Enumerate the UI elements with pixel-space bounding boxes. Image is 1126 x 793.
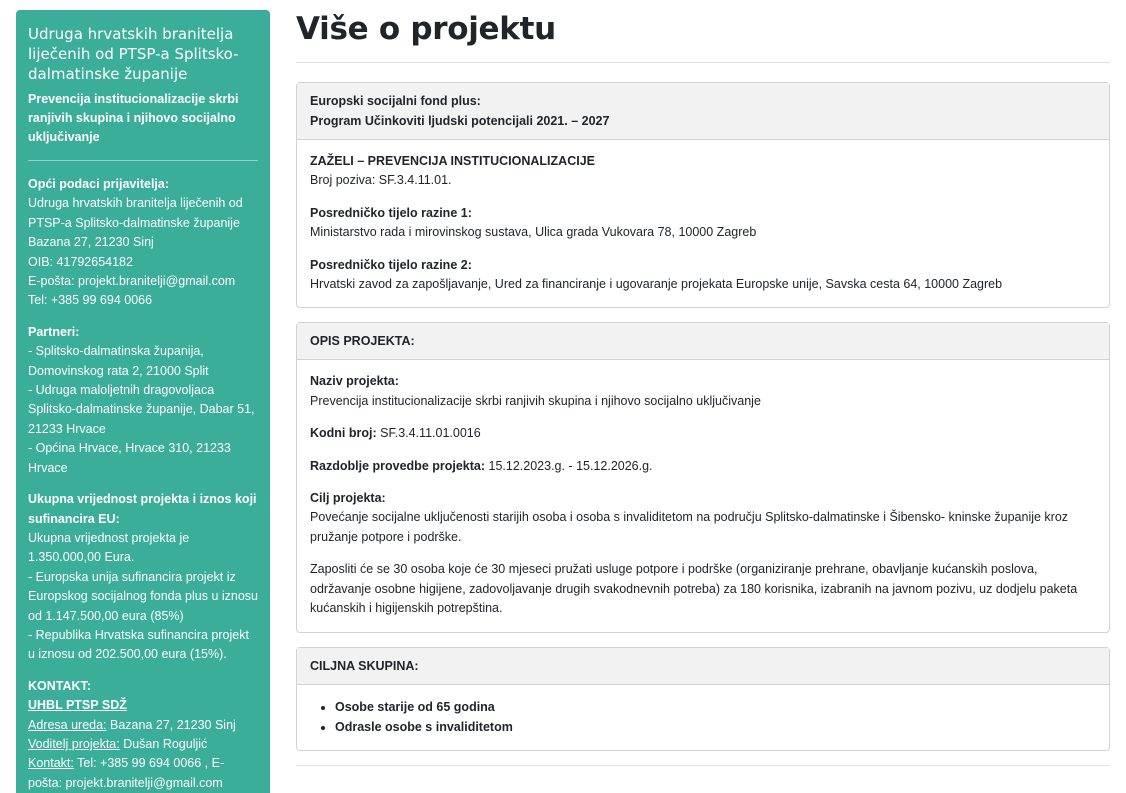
leader-value: Dušan Roguljić [119, 736, 208, 751]
title-divider [296, 62, 1110, 63]
intermediate-body-1-value: Ministarstvo rada i mirovinskog sustava, Ulica grada Vukovara 78, 10000 Zagreb [310, 225, 757, 240]
project-name-info [310, 372, 1096, 411]
call-title: ZAŽELI – PREVENCIJA INSTITUCIONALIZACIJE [310, 154, 595, 168]
address-label: Adresa ureda: [28, 717, 107, 732]
contact-heading: KONTAKT: [28, 678, 91, 693]
contact-org-name: UHBL PTSP SDŽ [28, 698, 127, 713]
value-heading: Ukupna vrijednost projekta i iznos koji sufinancira EU: [28, 492, 257, 526]
sidebar [16, 10, 270, 793]
project-period-info [310, 457, 1096, 476]
main-content [296, 0, 1110, 766]
target-group-list [310, 697, 1096, 737]
employment-text: Zaposliti će se 30 osoba koje će 30 mjeseci pružati usluge potpore i podrške (organiziranje prehrane, obavljanje kućanskih poslova, održavanje osobne higijene, zadovoljavanje drugih svakodnevnih potreba) za 180 korisnika, izabranih na javnom pozivu, uz dodjelu paketa kućanskih i higijenskih potrepština. [310, 562, 1078, 616]
applicant-info [28, 175, 258, 311]
contact-label: Kontakt: [28, 756, 74, 771]
applicant-heading: Opći podaci prijavitelja: [28, 177, 170, 191]
applicant-line: Udruga hrvatskih branitelja liječenih od PTSP-a Splitsko-dalmatinske županije [28, 196, 243, 230]
contact-details [28, 754, 258, 793]
project-name-label: Naziv projekta: [310, 374, 399, 389]
project-code-value: SF.3.4.11.01.0016 [376, 426, 481, 441]
project-name: Prevencija institucionalizacije skrbi ranjivih skupina i njihovo socijalno uključivanje [28, 92, 239, 144]
list-item: • Osobe starije od 65 godina [335, 697, 1096, 717]
applicant-line: E-pošta: projekt.branitelji@gmail.com [28, 274, 236, 289]
fund-card-header [297, 83, 1109, 140]
contact-info [28, 677, 258, 793]
partner-line: - Općina Hrvace, Hrvace 310, 21233 Hrvace [28, 441, 231, 475]
project-name-value: Prevencija institucionalizacije skrbi ranjivih skupina i njihovo socijalno uključivanje [310, 393, 761, 408]
call-info [310, 152, 1096, 191]
contact-leader [28, 735, 258, 754]
fund-card [296, 82, 1110, 308]
value-line: Ukupna vrijednost projekta je 1.350.000,00 Eura. [28, 530, 190, 565]
address-value: Bazana 27, 21230 Sinj [106, 717, 236, 732]
sidebar-divider [28, 160, 258, 161]
partner-line: - Splitsko-dalmatinska županija, Domovinskog rata 2, 21000 Split [28, 344, 209, 378]
leader-label: Voditelj projekta: [28, 736, 120, 751]
project-goal-info [310, 489, 1096, 547]
intermediate-body-1 [310, 204, 1096, 243]
contact-value: Tel: +385 99 694 0066 , E-pošta: projekt.branitelji@gmail.com [28, 756, 225, 790]
partner-line: - Udruga maloljetnih dragovoljaca Splitsko-dalmatinske županije, Dabar 51, 21233 Hrvace [28, 383, 255, 436]
applicant-line: Bazana 27, 21230 Sinj [28, 235, 154, 250]
project-goal-value: Povećanje socijalne uključenosti starijih osoba i osoba s invaliditetom na području Splitsko-dalmatinske i Šibensko- kninske županije kroz pružanje potpore i podrške. [310, 510, 1069, 544]
page-title: Više o projektu [296, 11, 556, 47]
project-code-info [310, 424, 1096, 443]
project-code-label: Kodni broj: [310, 426, 377, 441]
list-item: • Odrasle osobe s invaliditetom [335, 717, 1096, 737]
intermediate-body-2-value: Hrvatski zavod za zapošljavanje, Ured za financiranje i ugovaranje projekata Europske unije, Savska cesta 64, 10000 Zagreb [310, 277, 1003, 292]
target-group-header: CILJNA SKUPINA: [297, 648, 1109, 685]
fund-name: Europski socijalni fond plus: [310, 94, 481, 108]
description-card [296, 322, 1110, 632]
project-period-label: Razdoblje provedbe projekta: [310, 458, 486, 473]
applicant-line: Tel: +385 99 694 0066 [28, 293, 153, 308]
call-number: Broj poziva: SF.3.4.11.01. [310, 173, 452, 188]
value-line: - Republika Hrvatska sufinancira projekt u iznosu od 202.500,00 eura (15%). [28, 627, 249, 662]
partners-info [28, 323, 258, 478]
description-card-header: OPIS PROJEKTA: [297, 323, 1109, 360]
intermediate-body-2 [310, 256, 1096, 295]
contact-address [28, 716, 258, 735]
project-value-info [28, 490, 258, 665]
bottom-divider [296, 765, 1110, 766]
program-name: Program Učinkoviti ljudski potencijali 2021. – 2027 [310, 114, 610, 128]
description-card-body [297, 360, 1109, 631]
partners-heading: Partneri: [28, 324, 80, 339]
target-group-card [296, 647, 1110, 751]
value-line: - Europska unija sufinancira projekt iz Europskog socijalnog fonda plus u iznosu od 1.147.500,00 eura (85%) [28, 569, 259, 623]
project-goal-label: Cilj projekta: [310, 491, 386, 506]
applicant-line: OIB: 41792654182 [28, 254, 133, 269]
fund-card-body [297, 140, 1109, 307]
intermediate-body-1-label: Posredničko tijelo razine 1: [310, 205, 472, 220]
project-period-value: 15.12.2023.g. - 15.12.2026.g. [485, 458, 653, 473]
intermediate-body-2-label: Posredničko tijelo razine 2: [310, 257, 472, 272]
organization-name: Udruga hrvatskih branitelja liječenih od PTSP-a Splitsko-dalmatinske županije [28, 25, 239, 83]
target-group-body [297, 685, 1109, 750]
